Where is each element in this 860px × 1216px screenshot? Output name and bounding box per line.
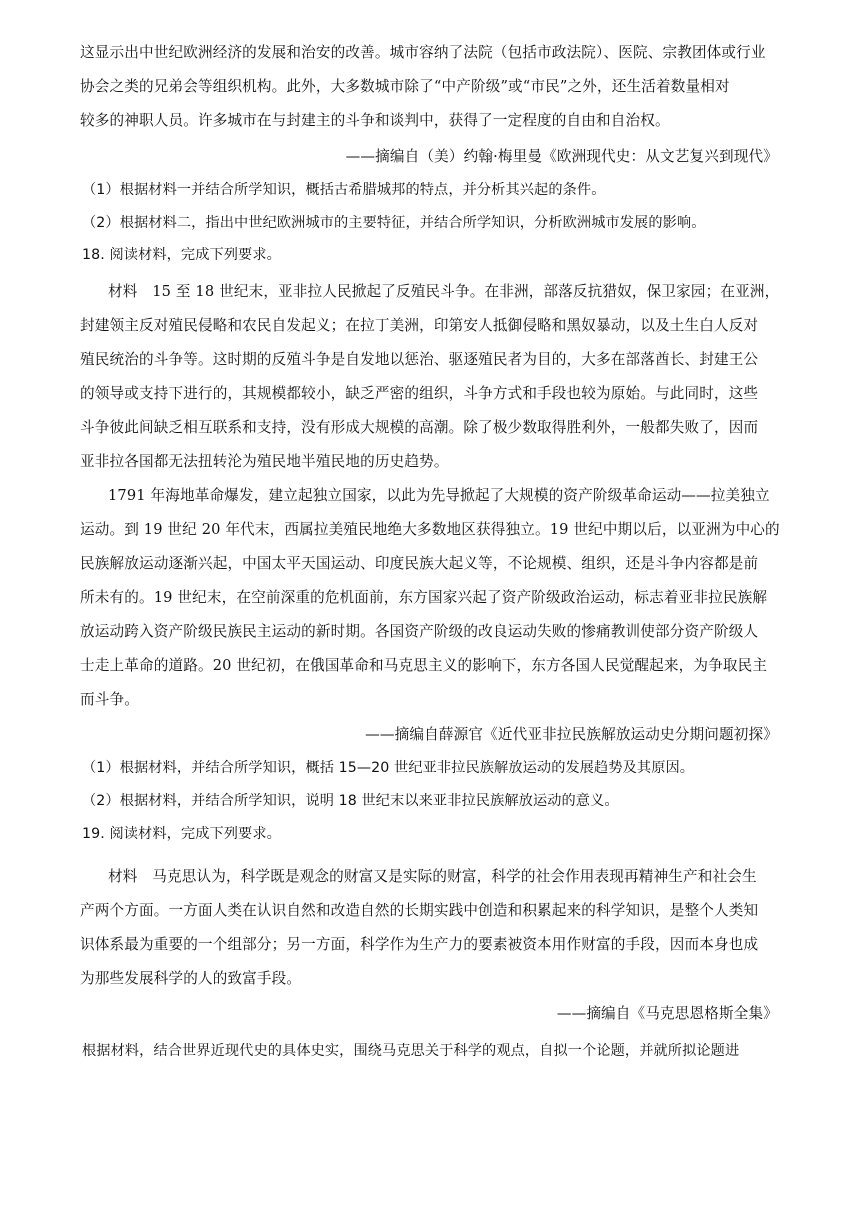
material-line: 材料 15 至 18 世纪末，亚非拉人民掀起了反殖民斗争。在非洲，部落反抗猎奴，保卫家园；在亚洲， [108, 283, 780, 300]
material-line: 产两个方面。一方面人类在认识自然和改造自然的长期实践中创造和积累起来的科学知识，是整个人类知 [80, 902, 759, 919]
material-line: 这显示出中世纪欧洲经济的发展和治安的改善。城市容纳了法院（包括市政法院）、医院、宗教团体或行业 [80, 44, 766, 61]
material-line: 协会之类的兄弟会等组织机构。此外，大多数城市除了“中产阶级”或“市民”之外，还生活着数量相对 [80, 78, 730, 95]
material-line: 运动。到 19 世纪 20 年代末，西属拉美殖民地绝大多数地区获得独立。19 世纪中期以后，以亚洲为中心的 [80, 521, 780, 538]
material-line: 1791 年海地革命爆发，建立起独立国家，以此为先导掀起了大规模的资产阶级革命运动——拉美独立 [108, 487, 770, 504]
material-line: 封建领主反对殖民侵略和农民自发起义；在拉丁美洲，印第安人抵御侵略和黑奴暴动，以及土生白人反对 [80, 317, 759, 334]
material-line: 民族解放运动逐渐兴起，中国太平天国运动、印度民族大起义等，不论规模、组织，还是斗争内容都是前 [80, 555, 759, 572]
question-19-heading: 19. 阅读材料，完成下列要求。 [82, 826, 281, 842]
material-line: 的领导或支持下进行的，其规模都较小，缺乏严密的组织，斗争方式和手段也较为原始。与此同时，这些 [80, 385, 759, 402]
question-17-part-2: （2）根据材料二，指出中世纪欧洲城市的主要特征，并结合所学知识，分析欧洲城市发展的影响。 [82, 215, 706, 231]
material-line: 亚非拉各国都无法扭转沦为殖民地半殖民地的历史趋势。 [80, 453, 449, 470]
question-19-prompt: 根据材料，结合世界近现代史的具体史实，围绕马克思关于科学的观点，自拟一个论题，并就所拟论题进 [82, 1043, 740, 1059]
material-line: 殖民统治的斗争等。这时期的反殖斗争是自发地以惩治、驱逐殖民者为目的，大多在部落酋长、封建王公 [80, 351, 759, 368]
material-line: 士走上革命的道路。20 世纪初，在俄国革命和马克思主义的影响下，东方各国人民觉醒起来，为争取民主 [80, 657, 768, 674]
material-line: 放运动跨入资产阶级民族民主运动的新时期。各国资产阶级的改良运动失败的惨痛教训使部分资产阶级人 [80, 623, 759, 640]
material-line: 斗争彼此间缺乏相互联系和支持，没有形成大规模的高潮。除了极少数取得胜利外，一般都失败了，因而 [80, 419, 759, 436]
material-line: 材料 马克思认为，科学既是观念的财富又是实际的财富，科学的社会作用表现再精神生产和社会生 [108, 868, 757, 885]
source-citation: ——摘编自薛源官《近代亚非拉民族解放运动史分期问题初探》 [365, 726, 778, 743]
question-17-part-1: （1）根据材料一并结合所学知识，概括古希腊城邦的特点，并分析其兴起的条件。 [82, 182, 606, 198]
source-citation: ——摘编自《马克思恩格斯全集》 [556, 1005, 778, 1022]
material-line: 为那些发展科学的人的致富手段。 [80, 970, 302, 987]
question-18-heading: 18. 阅读材料，完成下列要求。 [82, 247, 281, 263]
material-line: 识体系最为重要的一个组部分；另一方面，科学作为生产力的要素被资本用作财富的手段，因而本身也成 [80, 936, 759, 953]
question-18-part-2: （2）根据材料，并结合所学知识，说明 18 世纪末以来亚非拉民族解放运动的意义。 [82, 793, 619, 809]
material-line: 所未有的。19 世纪末，在空前深重的危机面前，东方国家兴起了资产阶级政治运动，标志着亚非拉民族解 [80, 589, 768, 606]
source-citation: ——摘编自（美）约翰·梅里曼《欧洲现代史：从文艺复兴到现代》 [345, 148, 778, 165]
material-line: 较多的神职人员。许多城市在与封建主的斗争和谈判中，获得了一定程度的自由和自治权。 [80, 112, 670, 129]
material-line: 而斗争。 [80, 691, 139, 708]
question-18-part-1: （1）根据材料，并结合所学知识，概括 15—20 世纪亚非拉民族解放运动的发展趋势及其原因。 [82, 760, 695, 776]
